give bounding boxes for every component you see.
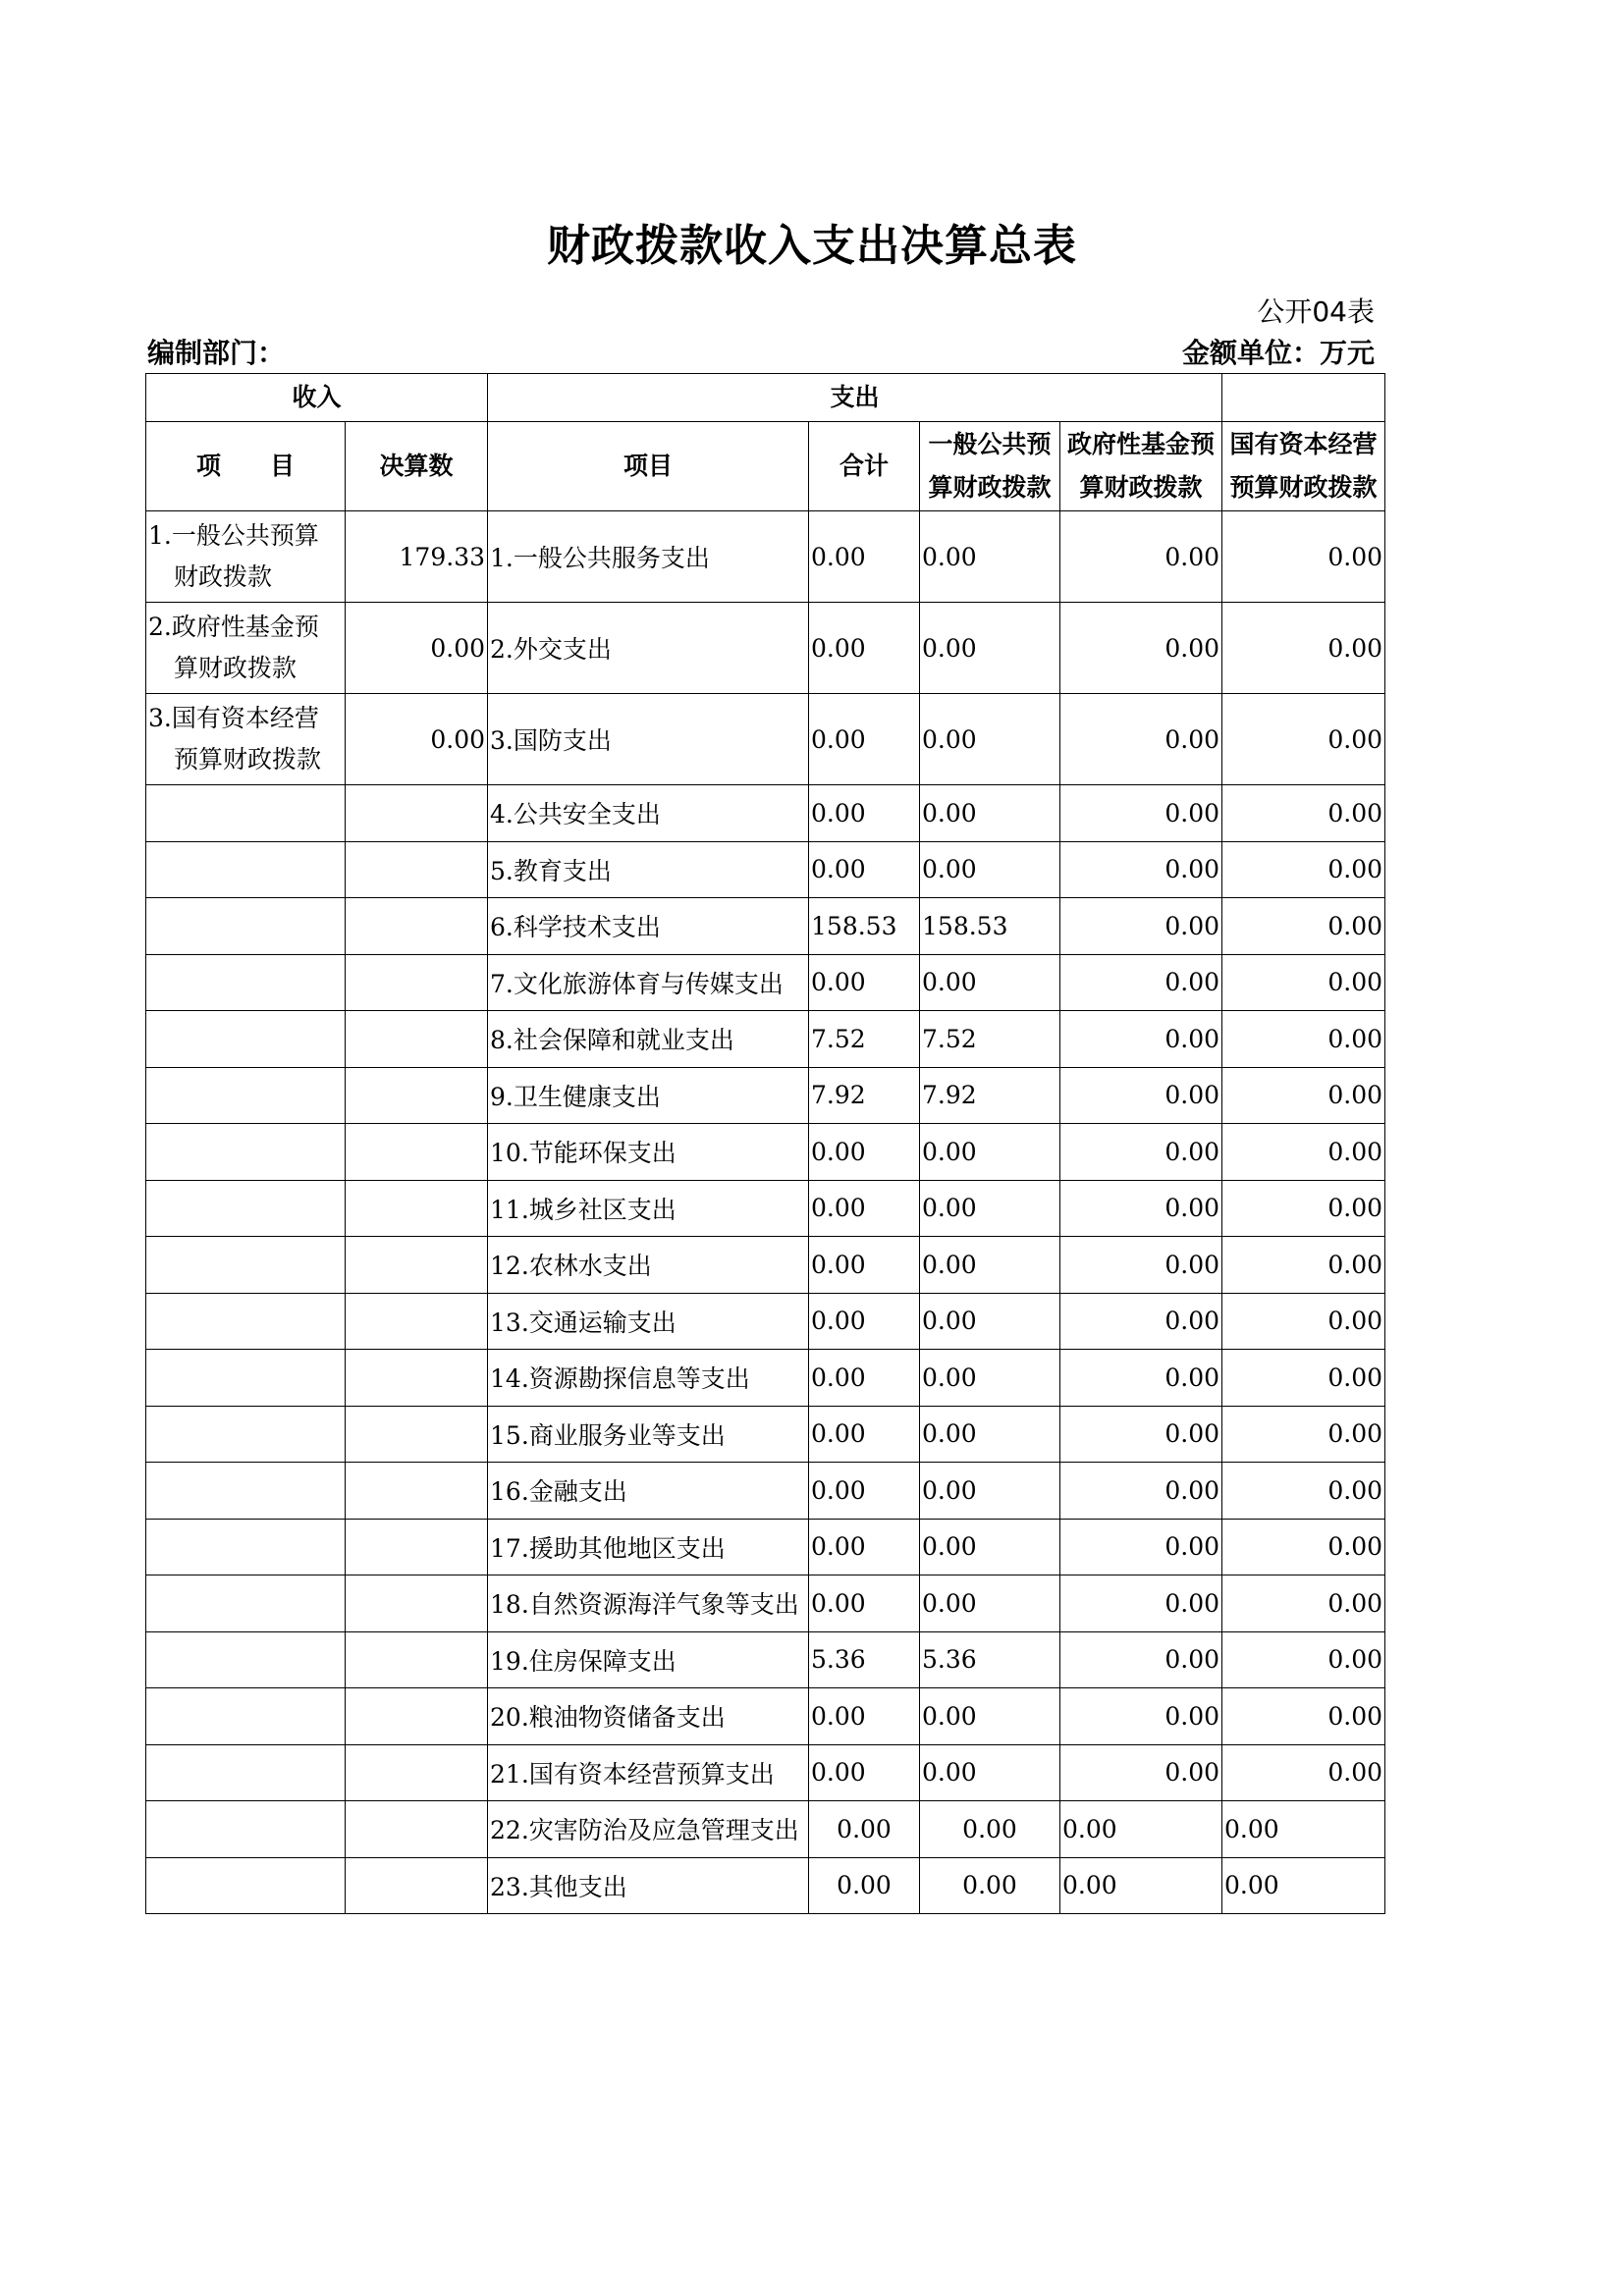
general-budget-cell: 0.00 — [920, 694, 1060, 785]
state-capital-cell: 0.00 — [1222, 1124, 1385, 1181]
table-row — [146, 1067, 1385, 1124]
income-amount-cell — [346, 1463, 488, 1520]
state-capital-cell: 0.00 — [1222, 1857, 1385, 1914]
fund-budget-cell: 0.00 — [1060, 898, 1222, 955]
income-item-cell — [146, 1688, 346, 1745]
fund-budget-cell: 0.00 — [1060, 1463, 1222, 1520]
general-budget-cell: 0.00 — [920, 1801, 1060, 1858]
income-item-cell — [146, 1519, 346, 1575]
expense-item-cell: 6.科学技术支出 — [488, 898, 809, 955]
general-budget-cell: 0.00 — [920, 954, 1060, 1011]
fund-budget-cell: 0.00 — [1060, 1067, 1222, 1124]
expense-item-cell: 22.灾害防治及应急管理支出 — [488, 1801, 809, 1858]
income-amount-cell — [346, 785, 488, 842]
income-item-line2: 财政拨款 — [174, 562, 273, 591]
table-row — [146, 1350, 1385, 1407]
income-item-cell — [146, 1857, 346, 1914]
fund-budget-cell: 0.00 — [1060, 1237, 1222, 1294]
income-amount-cell — [346, 1519, 488, 1575]
header-row-2 — [146, 422, 1385, 511]
expense-item-cell: 3.国防支出 — [488, 694, 809, 785]
table-row — [146, 603, 1385, 694]
fund-budget-cell: 0.00 — [1060, 694, 1222, 785]
table-row — [146, 1688, 1385, 1745]
unit-label: 金额单位：万元 — [1181, 337, 1375, 369]
income-amount-cell: 179.33 — [346, 511, 488, 603]
income-item-cell — [146, 1575, 346, 1632]
fund-budget-cell: 0.00 — [1060, 1744, 1222, 1801]
expense-total-cell: 0.00 — [809, 1801, 920, 1858]
income-amount-cell — [346, 1857, 488, 1914]
general-budget-cell: 0.00 — [920, 1857, 1060, 1914]
expense-item-header: 项目 — [488, 422, 809, 511]
income-amount-cell — [346, 1180, 488, 1237]
general-budget-cell: 0.00 — [920, 1293, 1060, 1350]
state-capital-cell: 0.00 — [1222, 1350, 1385, 1407]
income-item-cell — [146, 841, 346, 898]
income-amount-cell — [346, 1350, 488, 1407]
expense-item-cell: 11.城乡社区支出 — [488, 1180, 809, 1237]
state-capital-cell: 0.00 — [1222, 954, 1385, 1011]
expense-item-cell: 14.资源勘探信息等支出 — [488, 1350, 809, 1407]
income-amount-cell — [346, 1801, 488, 1858]
general-budget-cell: 0.00 — [920, 1575, 1060, 1632]
table-row — [146, 1124, 1385, 1181]
state-capital-header: 国有资本经营预算财政拨款 — [1222, 422, 1385, 511]
fund-budget-cell: 0.00 — [1060, 841, 1222, 898]
blank-header — [1222, 374, 1385, 422]
fund-budget-cell: 0.00 — [1060, 1293, 1222, 1350]
general-budget-cell: 7.52 — [920, 1011, 1060, 1068]
income-amount-cell — [346, 1237, 488, 1294]
income-amount-cell — [346, 1744, 488, 1801]
table-row — [146, 1237, 1385, 1294]
general-budget-cell: 0.00 — [920, 511, 1060, 603]
expense-item-cell: 5.教育支出 — [488, 841, 809, 898]
fund-budget-cell: 0.00 — [1060, 603, 1222, 694]
general-budget-cell: 158.53 — [920, 898, 1060, 955]
table-row — [146, 1857, 1385, 1914]
fund-budget-cell: 0.00 — [1060, 954, 1222, 1011]
general-budget-cell: 0.00 — [920, 1237, 1060, 1294]
expense-total-cell: 7.92 — [809, 1067, 920, 1124]
income-item-cell — [146, 1124, 346, 1181]
income-item-cell — [146, 1801, 346, 1858]
general-budget-cell: 0.00 — [920, 1519, 1060, 1575]
income-amount-cell — [346, 1406, 488, 1463]
table-row — [146, 1463, 1385, 1520]
table-row — [146, 1631, 1385, 1688]
income-amount-cell — [346, 1293, 488, 1350]
fund-budget-cell: 0.00 — [1060, 1857, 1222, 1914]
table-row — [146, 841, 1385, 898]
general-budget-cell: 0.00 — [920, 1406, 1060, 1463]
income-item-line1: 3.国有资本经营 — [148, 704, 319, 732]
income-item-cell — [146, 1180, 346, 1237]
expense-item-cell: 2.外交支出 — [488, 603, 809, 694]
income-item-line2: 算财政拨款 — [174, 654, 298, 682]
expense-total-cell: 0.00 — [809, 1744, 920, 1801]
fund-budget-cell: 0.00 — [1060, 785, 1222, 842]
income-amount-cell — [346, 1688, 488, 1745]
table-row — [146, 898, 1385, 955]
general-budget-cell: 0.00 — [920, 1180, 1060, 1237]
expense-item-cell: 20.粮油物资储备支出 — [488, 1688, 809, 1745]
state-capital-cell: 0.00 — [1222, 1011, 1385, 1068]
expense-total-cell: 5.36 — [809, 1631, 920, 1688]
expense-item-cell: 7.文化旅游体育与传媒支出 — [488, 954, 809, 1011]
expense-total-cell: 0.00 — [809, 1519, 920, 1575]
table-row — [146, 1519, 1385, 1575]
expense-item-cell: 15.商业服务业等支出 — [488, 1406, 809, 1463]
table-row — [146, 511, 1385, 603]
income-amount-cell: 0.00 — [346, 694, 488, 785]
fund-budget-cell: 0.00 — [1060, 1688, 1222, 1745]
state-capital-cell: 0.00 — [1222, 1575, 1385, 1632]
expense-item-cell: 13.交通运输支出 — [488, 1293, 809, 1350]
fund-budget-cell: 0.00 — [1060, 1124, 1222, 1181]
general-budget-header: 一般公共预算财政拨款 — [920, 422, 1060, 511]
fund-budget-header: 政府性基金预算财政拨款 — [1060, 422, 1222, 511]
state-capital-cell: 0.00 — [1222, 1801, 1385, 1858]
table-row — [146, 1801, 1385, 1858]
income-item-cell — [146, 603, 346, 694]
fund-budget-cell: 0.00 — [1060, 1350, 1222, 1407]
expense-total-cell: 0.00 — [809, 1293, 920, 1350]
income-item-header: 项 目 — [146, 422, 346, 511]
income-amount-cell — [346, 1011, 488, 1068]
expense-total-cell: 0.00 — [809, 1463, 920, 1520]
fund-budget-cell: 0.00 — [1060, 1519, 1222, 1575]
income-item-line1: 2.政府性基金预 — [148, 613, 319, 641]
expense-header: 支出 — [488, 374, 1222, 422]
expense-item-cell: 19.住房保障支出 — [488, 1631, 809, 1688]
state-capital-cell: 0.00 — [1222, 841, 1385, 898]
expense-total-cell: 0.00 — [809, 1124, 920, 1181]
expense-total-cell: 0.00 — [809, 954, 920, 1011]
income-item-cell — [146, 511, 346, 603]
state-capital-cell: 0.00 — [1222, 1067, 1385, 1124]
fund-budget-cell: 0.00 — [1060, 1631, 1222, 1688]
general-budget-cell: 0.00 — [920, 1350, 1060, 1407]
expense-item-cell: 9.卫生健康支出 — [488, 1067, 809, 1124]
state-capital-cell: 0.00 — [1222, 1631, 1385, 1688]
budget-table — [145, 373, 1385, 1914]
form-number: 公开04表 — [1257, 295, 1375, 328]
income-item-line2: 预算财政拨款 — [174, 745, 322, 774]
expense-item-cell: 18.自然资源海洋气象等支出 — [488, 1575, 809, 1632]
expense-item-cell: 17.援助其他地区支出 — [488, 1519, 809, 1575]
expense-item-cell: 12.农林水支出 — [488, 1237, 809, 1294]
income-item-cell — [146, 1067, 346, 1124]
expense-total-cell: 0.00 — [809, 1237, 920, 1294]
income-item-cell — [146, 954, 346, 1011]
income-amount-cell — [346, 954, 488, 1011]
state-capital-cell: 0.00 — [1222, 1180, 1385, 1237]
table-row — [146, 1011, 1385, 1068]
expense-total-cell: 0.00 — [809, 694, 920, 785]
state-capital-cell: 0.00 — [1222, 1519, 1385, 1575]
expense-total-cell: 0.00 — [809, 603, 920, 694]
income-item-cell — [146, 1744, 346, 1801]
expense-item-cell: 8.社会保障和就业支出 — [488, 1011, 809, 1068]
general-budget-cell: 5.36 — [920, 1631, 1060, 1688]
income-item-cell — [146, 1631, 346, 1688]
expense-item-cell: 16.金融支出 — [488, 1463, 809, 1520]
table-row — [146, 1180, 1385, 1237]
general-budget-cell: 0.00 — [920, 1744, 1060, 1801]
expense-total-cell: 0.00 — [809, 841, 920, 898]
state-capital-cell: 0.00 — [1222, 898, 1385, 955]
income-item-cell — [146, 1237, 346, 1294]
table-row — [146, 694, 1385, 785]
expense-total-cell: 158.53 — [809, 898, 920, 955]
expense-total-cell: 0.00 — [809, 1350, 920, 1407]
expense-total-header: 合计 — [809, 422, 920, 511]
general-budget-cell: 0.00 — [920, 785, 1060, 842]
fund-budget-cell: 0.00 — [1060, 1180, 1222, 1237]
state-capital-cell: 0.00 — [1222, 1293, 1385, 1350]
department-label: 编制部门： — [147, 337, 286, 369]
general-budget-cell: 0.00 — [920, 1688, 1060, 1745]
table-row — [146, 954, 1385, 1011]
general-budget-cell: 0.00 — [920, 1463, 1060, 1520]
state-capital-cell: 0.00 — [1222, 1463, 1385, 1520]
state-capital-cell: 0.00 — [1222, 694, 1385, 785]
expense-item-cell: 23.其他支出 — [488, 1857, 809, 1914]
expense-total-cell: 0.00 — [809, 1857, 920, 1914]
income-amount-header: 决算数 — [346, 422, 488, 511]
expense-total-cell: 0.00 — [809, 1180, 920, 1237]
state-capital-cell: 0.00 — [1222, 1744, 1385, 1801]
expense-total-cell: 0.00 — [809, 1575, 920, 1632]
table-row — [146, 785, 1385, 842]
income-item-line1: 1.一般公共预算 — [148, 521, 319, 550]
expense-total-cell: 0.00 — [809, 1406, 920, 1463]
general-budget-cell: 0.00 — [920, 603, 1060, 694]
table-row — [146, 1575, 1385, 1632]
income-item-cell — [146, 785, 346, 842]
income-amount-cell — [346, 898, 488, 955]
expense-item-cell: 4.公共安全支出 — [488, 785, 809, 842]
income-item-cell — [146, 694, 346, 785]
state-capital-cell: 0.00 — [1222, 1237, 1385, 1294]
expense-item-cell: 21.国有资本经营预算支出 — [488, 1744, 809, 1801]
page-title: 财政拨款收入支出决算总表 — [547, 221, 1077, 271]
state-capital-cell: 0.00 — [1222, 511, 1385, 603]
income-amount-cell — [346, 841, 488, 898]
state-capital-cell: 0.00 — [1222, 1406, 1385, 1463]
income-header: 收入 — [146, 374, 488, 422]
header-row-1 — [146, 374, 1385, 422]
income-item-cell — [146, 1406, 346, 1463]
general-budget-cell: 0.00 — [920, 841, 1060, 898]
income-item-cell — [146, 1463, 346, 1520]
expense-item-cell: 10.节能环保支出 — [488, 1124, 809, 1181]
table-row — [146, 1293, 1385, 1350]
income-item-cell — [146, 1011, 346, 1068]
fund-budget-cell: 0.00 — [1060, 1011, 1222, 1068]
income-amount-cell — [346, 1631, 488, 1688]
income-amount-cell: 0.00 — [346, 603, 488, 694]
general-budget-cell: 7.92 — [920, 1067, 1060, 1124]
expense-total-cell: 0.00 — [809, 1688, 920, 1745]
fund-budget-cell: 0.00 — [1060, 511, 1222, 603]
income-amount-cell — [346, 1575, 488, 1632]
expense-total-cell: 0.00 — [809, 785, 920, 842]
expense-total-cell: 0.00 — [809, 511, 920, 603]
income-amount-cell — [346, 1124, 488, 1181]
expense-item-cell: 1.一般公共服务支出 — [488, 511, 809, 603]
state-capital-cell: 0.00 — [1222, 785, 1385, 842]
state-capital-cell: 0.00 — [1222, 603, 1385, 694]
fund-budget-cell: 0.00 — [1060, 1801, 1222, 1858]
table-row — [146, 1406, 1385, 1463]
general-budget-cell: 0.00 — [920, 1124, 1060, 1181]
income-item-cell — [146, 1293, 346, 1350]
table-row — [146, 1744, 1385, 1801]
expense-total-cell: 7.52 — [809, 1011, 920, 1068]
income-amount-cell — [346, 1067, 488, 1124]
state-capital-cell: 0.00 — [1222, 1688, 1385, 1745]
income-item-cell — [146, 898, 346, 955]
fund-budget-cell: 0.00 — [1060, 1575, 1222, 1632]
income-item-cell — [146, 1350, 346, 1407]
fund-budget-cell: 0.00 — [1060, 1406, 1222, 1463]
